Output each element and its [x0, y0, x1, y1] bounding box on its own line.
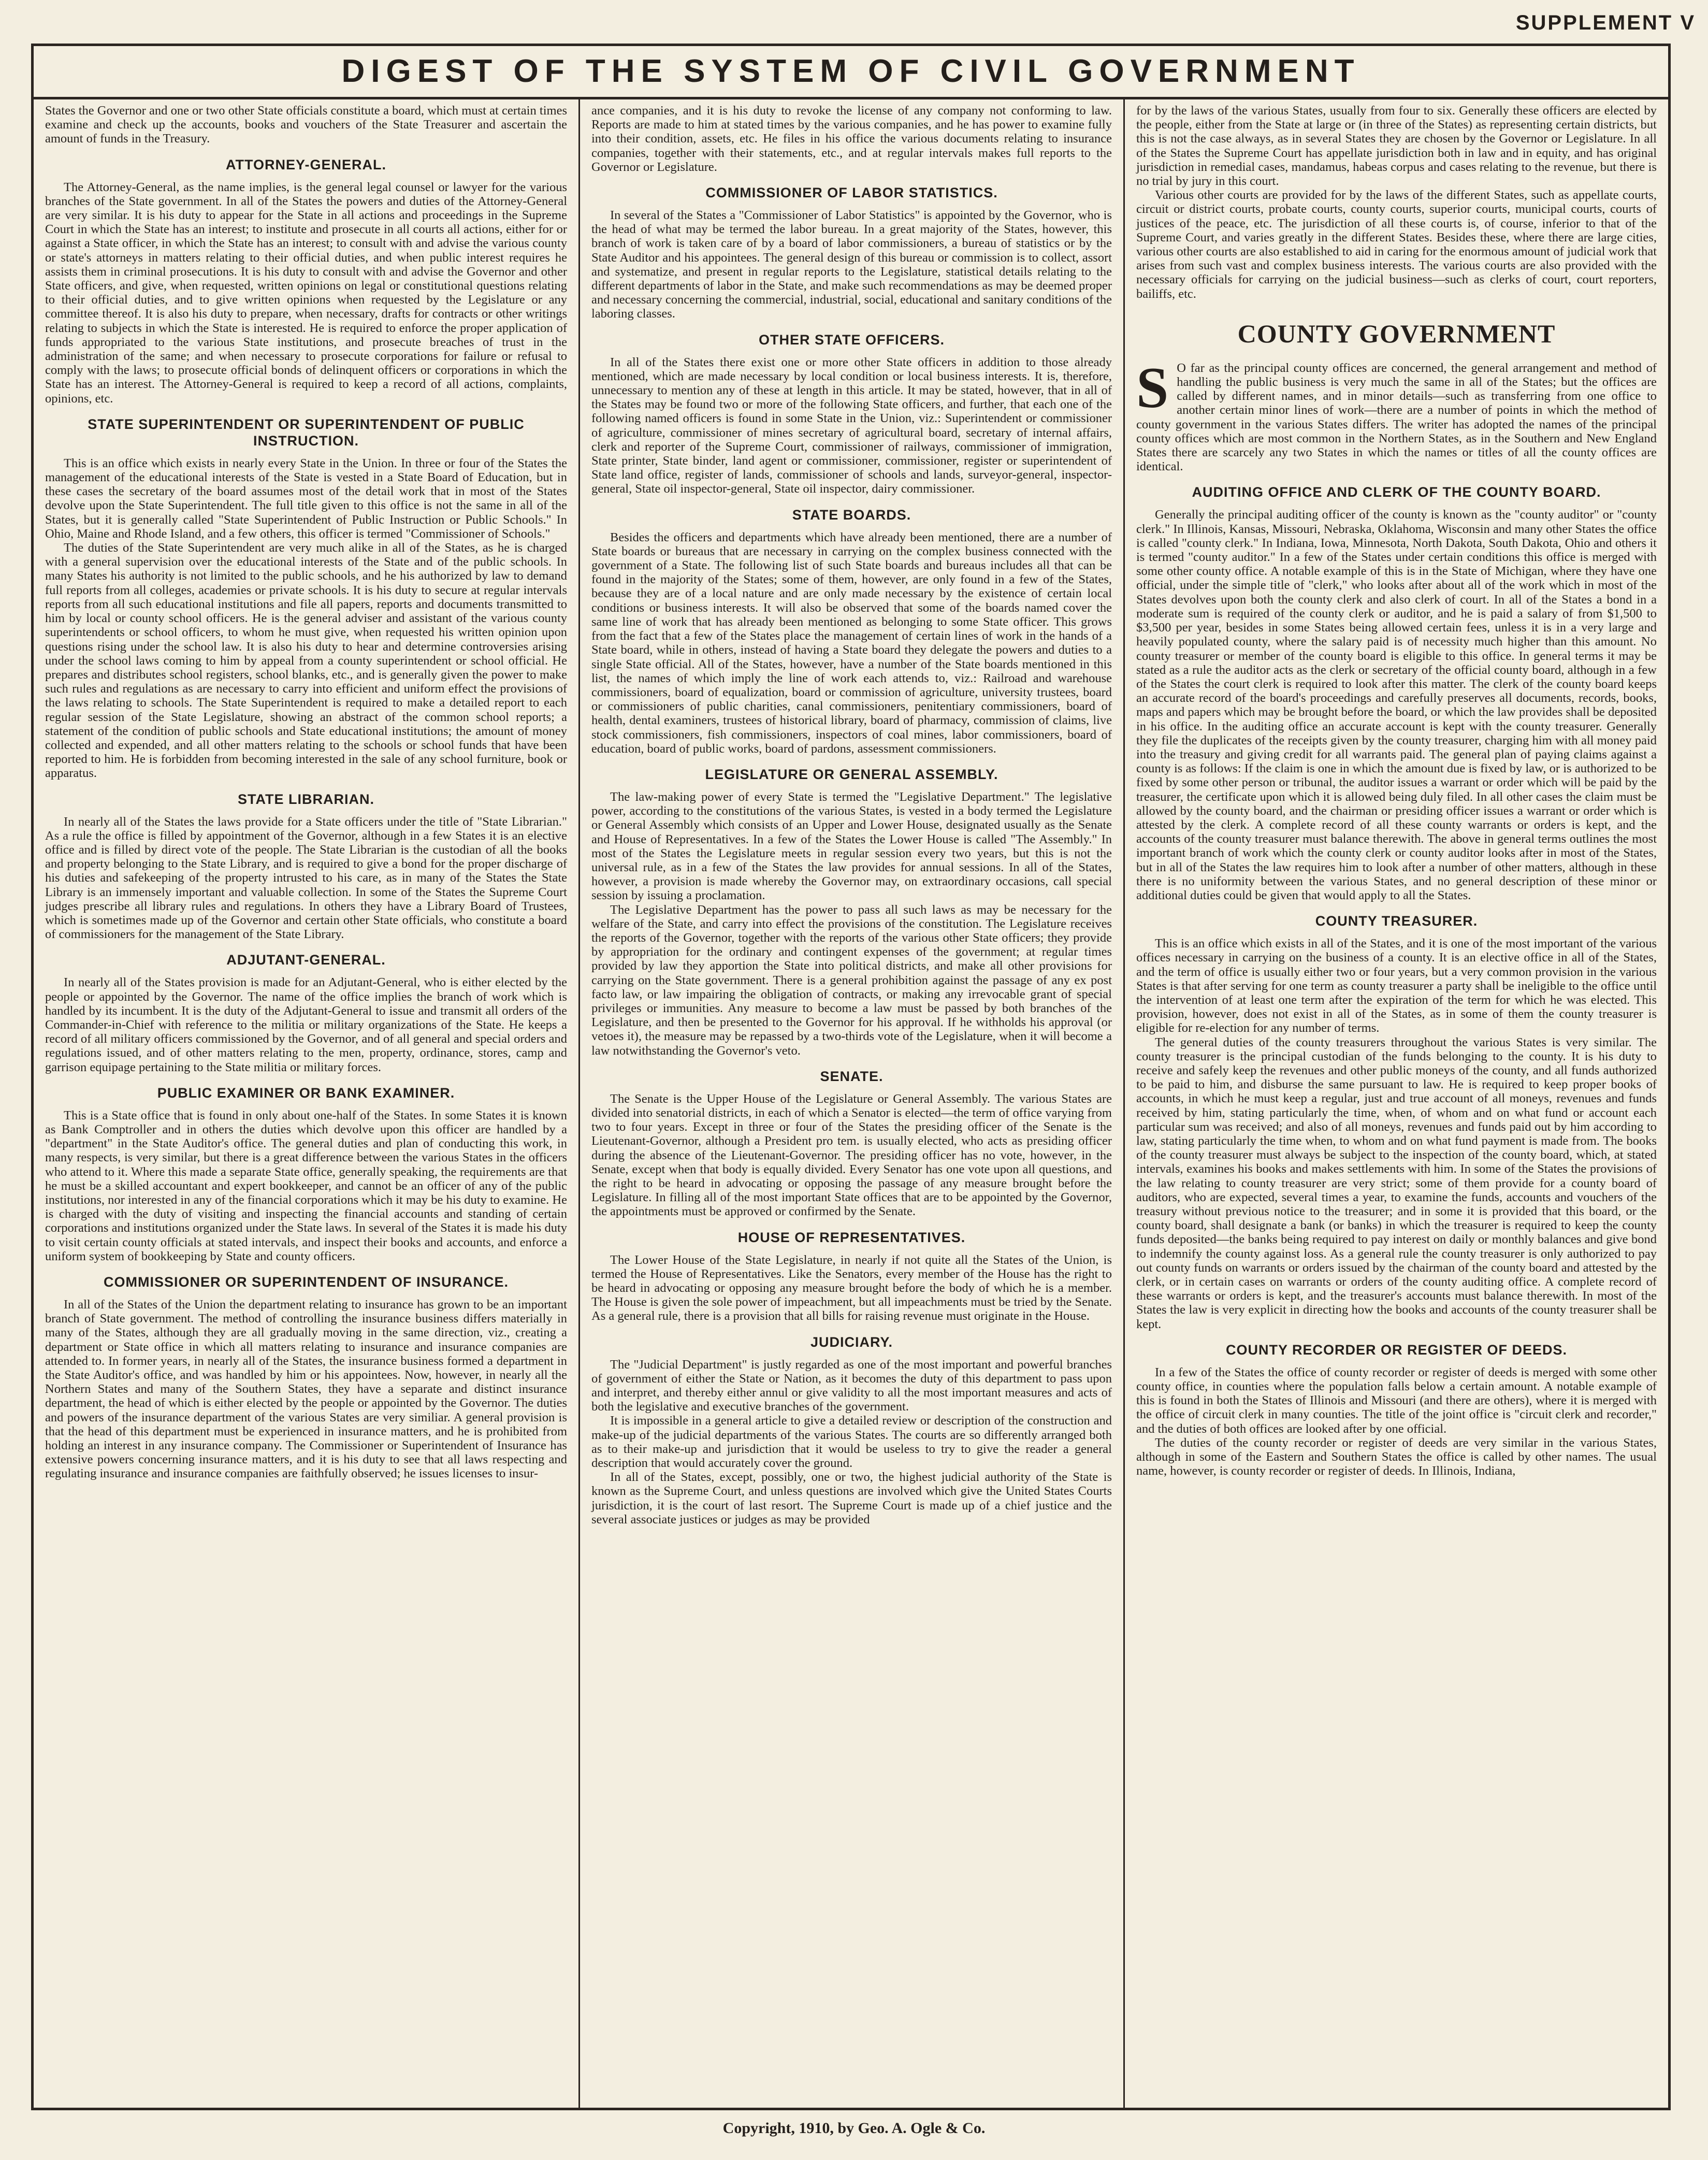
- house-text: The Lower House of the State Legislature, in nearly if not quite all the States of the Union, is termed the House of Representatives. Like the Senators, every member of the House has the right to be heard in advocating or opposing any measure brought before the body of which he is a member. The House is given the sole power of impeachment, but all impeachments must be tried by the Senate. As a general rule, there is a provision that all bills for raising revenue must originate in the House.: [591, 1252, 1112, 1323]
- judiciary-continued-text: for by the laws of the various States, usually from four to six. Generally these officers are elected by the people, either from the State at large or (in three of the States) as representing certain districts, but this is not the case always, as in several States they are chosen by the Governor or Legislature. In all of the States the Supreme Court has appellate jurisdiction both in law and in equity, and has original jurisdiction in remedial cases, mandamus, habeas corpus and cases relating to the revenue, but there is no trial by jury in this court.: [1136, 104, 1657, 189]
- supplement-label: SUPPLEMENT V: [1515, 11, 1696, 34]
- heading-state-superintendent: STATE SUPERINTENDENT OR SUPERINTENDENT OF PUBLIC INSTRUCTION.: [88, 416, 525, 449]
- column-1: [34, 99, 578, 2110]
- legislature-text-1: The law-making power of every State is termed the "Legislative Department." The legislative power, according to the constitutions of the various States, is vested in a body termed the Legislature or General Assembly which consists of an Upper and Lower House, designated usually as the Senate and House of Representatives. In a few of the States the Lower House is called "The Assembly." In most of the States the Legislature meets in regular session every two years, but this is not the universal rule, as in a few of the States the law provides for annual sessions. In all of the States, however, a provision is made whereby the Governor may, on extraordinary occasions, call special session by issuing a proclamation.: [591, 789, 1112, 903]
- drop-cap: S: [1136, 355, 1169, 420]
- superintendent-text-2: The duties of the State Superintendent are very much alike in all of the States, as he is charged with a general supervision over the educational interests of the State and of the public schools. In many States his authority is not limited to the public schools, and he his authorized by law to demand full reports from all colleges, academies or private schools. It is his duty to secure at regular intervals reports from all such educational institutions and file all papers, reports and documents transmitted to him by local or county school officers. He is the general adviser and assistant of the various county superintendents or school officers, to whom he must give, when requested his written opinion upon questions rising under the school law. It is also his duty to hear and determine controversies arising under the school laws coming to him by appeal from a county superintendent or school official. He prepares and distributes school registers, school blanks, etc., and is generally given the power to make such rules and regulations as are necessary to carry into efficient and uniform effect the provisions of the laws relating to schools. The State Superintendent is required to make a detailed report to each regular session of the State Legislature, showing an abstract of the common school reports; a statement of the condition of public schools and State educational institutions; the amount of money collected and expended, and all other matters relating to the schools or school funds that have been reported to him. He is forbidden from becoming interested in the sale of any school furniture, book or apparatus.: [45, 541, 567, 781]
- county-government-body: O far as the principal county offices are concerned, the general arrangement and method of handling the public business is very much the same in all of the States; but the offices are called by different names, and in minor details—such as transferring from one office to another certain minor lines of work—there are a number of points in which the method of county government in the various States differs. The writer has adopted the names of the principal county offices which are most common in the Northern States, as in the Southern and New England States there are scarcely any two States in which the names or titles of all the county offices are identical.: [1136, 361, 1657, 474]
- recorder-text-2: The duties of the county recorder or register of deeds are very similar in the various States, although in some of the Eastern and Southern States the office is called by other names. The usual name, however, is county recorder or register of deeds. In Illinois, Indiana,: [1136, 1435, 1657, 1478]
- county-government-text: [1136, 355, 1657, 474]
- superintendent-text-1: This is an office which exists in nearly every State in the Union. In three or four of the States the management of the educational interests of the State is vested in a State Board of Education, but in these cases the secretary of the board assumes most of the detail work that in most of the States devolve upon the State Superintendent. The full title given to this office is not the same in all of the States, but it is generally called "State Superintendent of Public Instruction or Public Schools." In Ohio, Maine and Rhode Island, and a few others, this officer is termed "Commissioner of Schools.": [45, 456, 567, 541]
- attorney-general-text: The Attorney-General, as the name implies, is the general legal counsel or lawyer for the various branches of the State government. In all of the States the powers and duties of the Attorney-General are very similar. It is his duty to appear for the State in all actions and proceedings in the Supreme Court in which the State has an interest; to institute and prosecute in all courts all actions, either for or against a State officer, in which the State has an interest; to consult with and advise the various county or state's attorneys in matters relating to their official duties, and when public interest requires he assists them in criminal prosecutions. It is his duty to consult with and advise the Governor and other State officers, and give, when requested, written opinions on legal or constitutional questions relating to their official duties, and to give written opinions when requested by the Legislature or any committee thereof. It is also his duty to prepare, when necessary, drafts for contracts or other writings relating to subjects in which the State is interested. He is required to enforce the proper application of funds appropriated to the various State institutions, and prosecute breaches of trust in the administration of the same; and when necessary to prosecute corporations for failure or refusal to comply with the laws; to prosecute official bonds of delinquent officers or corporations in which the State has an interest. The Attorney-General is required to keep a record of all actions, complaints, opinions, etc.: [45, 180, 567, 406]
- insurance-text: In all of the States of the Union the department relating to insurance has grown to be an important branch of State government. The method of controlling the insurance business differs materially in many of the States, although they are all gradually moving in the same direction, viz., creating a department or State office in which all matters relating to insurance and insurance companies are attended to. In former years, in nearly all of the States, the insurance business formed a department in the State Auditor's office, and was handled by him or his appointees. Now, however, in nearly all the Northern States and many of the Southern States, they have a separate and distinct insurance department, the head of which is either elected by the people or appointed by the Governor. The duties and powers of the insurance department of the various States are very similiar. A general provision is that the head of this department must be experienced in insurance matters, and he is prohibited from holding an interest in any insurance company. The Commissioner or Superintendent of Insurance has extensive powers concerning insurance matters, and it is his duty to see that all laws respecting and regulating insurance and insurance companies are faithfully observed; he issues licenses to insur-: [45, 1298, 567, 1481]
- adjutant-text: In nearly all of the States provision is made for an Adjutant-General, who is either elected by the people or appointed by the Governor. The name of the office implies the branch of work which is handled by its incumbent. It is the duty of the Adjutant-General to issue and transmit all orders of the Commander-in-Chief with reference to the militia or military organizations of the State. He keeps a record of all military officers commissioned by the Governor, and of all general and special orders and regulations issued, and of other matters relating to the men, property, ordinance, stores, camp and garrison equipage pertaining to the State militia or military forces.: [45, 975, 567, 1074]
- heading-adjutant-general: ADJUTANT-GENERAL.: [226, 952, 386, 968]
- heading-public-examiner: PUBLIC EXAMINER OR BANK EXAMINER.: [157, 1085, 455, 1101]
- labor-text: In several of the States a "Commissioner of Labor Statistics" is appointed by the Governor, who is the head of what may be termed the labor bureau. In a great majority of the States, however, this branch of work is taken care of by a board of labor commissioners, a bureau of statistics or by the State Auditor and his appointees. The general design of this bureau or commission is to collect, assort and systematize, and present in regular reports to the Legislature, statistical details relating to the different departments of labor in the State, and make such recommendations as may be deemed proper and necessary concerning the commercial, industrial, social, educational and sanitary conditions of the laboring classes.: [591, 208, 1112, 321]
- heading-county-recorder: COUNTY RECORDER OR REGISTER OF DEEDS.: [1225, 1342, 1568, 1358]
- treasurer-text-1: This is an office which exists in all of the States, and it is one of the most important of the various offices necessary in carrying on the business of a county. It is an elective office in all of the States, and the term of office is usually either two or four years, but a very common provision in the various States is that after serving for one term as county treasurer a party shall be ineligible to the office until the intervention of at least one term after the expiration of the term for which he was elected. This provision, however, does not exist in all of the States, as in some of them the county treasurer is eligible for re-election for any number of terms.: [1136, 937, 1657, 1035]
- page-title: DIGEST OF THE SYSTEM OF CIVIL GOVERNMENT: [34, 46, 1668, 99]
- legislature-text-2: The Legislative Department has the power to pass all such laws as may be necessary for the welfare of the State, and carry into effect the provisions of the constitution. The Legislature receives the reports of the Governor, together with the reports of the various other State officers; they provide by appropriation for the ordinary and contingent expenses of the government; at regular times provided by law they apportion the State into political districts, and make all other provisions for carrying on the State government. There is a general prohibition against the passage of any ex post facto law, or law impairing the obligation of contracts, or making any irrevocable grant of special privileges or immunities. Any measure to become a law must be passed by both branches of the Legislature, and then be presented to the Governor for his approval. If he withholds his approval (or vetoes it), the measure may be repassed by a two-thirds vote of the Legislature, when it will become a law notwithstanding the Governor's veto.: [591, 902, 1112, 1058]
- heading-county-treasurer: COUNTY TREASURER.: [1315, 913, 1478, 929]
- heading-attorney-general: ATTORNEY-GENERAL.: [225, 156, 387, 172]
- heading-house: HOUSE OF REPRESENTATIVES.: [737, 1229, 966, 1245]
- heading-other-officers: OTHER STATE OFFICERS.: [758, 332, 945, 348]
- heading-state-librarian: STATE LIBRARIAN.: [238, 791, 374, 807]
- intro-paragraph: States the Governor and one or two other State officials constitute a board, which must at certain times examine and check up the accounts, books and vouchers of the State Treasurer and ascertain the amount of funds in the Treasury.: [45, 104, 567, 146]
- insurance-continued-text: ance companies, and it is his duty to revoke the license of any company not conforming to law. Reports are made to him at stated times by the various companies, and he has power to examine fully into their condition, assets, etc. He files in his office the various documents relating to insurance companies, together with their statements, etc., and at regular intervals makes full reports to the Governor or Legislature.: [591, 104, 1112, 174]
- page-frame: [31, 44, 1671, 2110]
- courts-text: Various other courts are provided for by the laws of the different States, such as appellate courts, circuit or district courts, probate courts, county courts, superior courts, municipal courts, courts of justices of the peace, etc. The jurisdiction of all these courts is, of course, inferior to that of the Supreme Court, and varies greatly in the different States. Besides these, where there are large cities, various other courts are also established to aid in caring for the enormous amount of judicial work that arises from such vast and complex business interests. The various courts are also provided with the necessary officials for carrying on the judicial business—such as clerks of court, court reporters, bailiffs, etc.: [1136, 188, 1657, 301]
- heading-legislature: LEGISLATURE OR GENERAL ASSEMBLY.: [705, 766, 998, 782]
- copyright-footer: Copyright, 1910, by Geo. A. Ogle & Co.: [722, 2120, 986, 2137]
- heading-labor-statistics: COMMISSIONER OF LABOR STATISTICS.: [705, 185, 998, 201]
- senate-text: The Senate is the Upper House of the Legislature or General Assembly. The various States are divided into senatorial districts, in each of which a Senator is elected—the term of office varying from two to four years. Except in three or four of the States the presiding officer of the Senate is the Lieutenant-Governor, although a President pro tem. is usually elected, who acts as presiding officer during the absence of the Lieutenant-Governor. The presiding officer has no vote, however, in the Senate, except when that body is equally divided. Every Senator has one vote upon all questions, and the right to be heard in advocating or opposing the passage of any measure brought before the Legislature. In filling all of the most important State offices that are to be appointed by the Governor, the appointments must be approved or confirmed by the Senate.: [591, 1091, 1112, 1219]
- librarian-text: In nearly all of the States the laws provide for a State officers under the title of "State Librarian." As a rule the office is filled by appointment of the Governor, although in a few States it is an elective office and is filled by direct vote of the people. The State Librarian is the custodian of all the books and property belonging to the State Library, and is required to give a bond for the proper discharge of his duties and safekeeping of the property intrusted to his care, as in many of the States the State Library is an immensely important and valuable collection. In some of the States the Supreme Court judges prescribe all library rules and regulations. In others they have a Library Board of Trustees, which is sometimes made up of the Governor and certain other State officials, who constitute a board of commissioners for the management of the State Library.: [45, 814, 567, 942]
- treasurer-text-2: The general duties of the county treasurers throughout the various States is very similar. The county treasurer is the principal custodian of the funds belonging to the county. It is his duty to receive and safely keep the revenues and other public moneys of the county, and all funds authorized to be paid to him, and disburse the same pursuant to law. He is required to keep proper books of accounts, in which he must keep a regular, just and true account of all moneys, revenues and funds received by him, stating particularly the time, when, of whom and on what fund or account each particular sum was received; and also of all moneys, revenues and funds paid out by him according to law, stating particularly the time when, to whom and on what fund payment is made from. The books of the county treasurer must always be subject to the inspection of the county board, which, at stated intervals, examines his books and makes settlements with him. In some of the States the provisions of the law relating to county treasurer are very strict; some of them provide for a county board of auditors, who are expected, several times a year, to examine the funds, accounts and vouchers of the treasury without previous notice to the treasurer; and in some it is provided that this board, or the county board, shall designate a bank (or banks) in which the treasurer is required to keep the county funds deposited—the banks being required to pay interest on daily or monthly balances and give bond to indemnify the county against loss. As a general rule the county treasurer is only authorized to pay out county funds on warrants or orders issued by the chairman of the county board and attested by the clerk, or in certain cases on warrants or orders of the county auditing office. A complete record of these warrants or orders is kept, and the treasurer's accounts must balance therewith. In most of the States the law is very explicit in directing how the books and accounts of the county treasurer shall be kept.: [1136, 1035, 1657, 1331]
- heading-auditing-office: AUDITING OFFICE AND CLERK OF THE COUNTY BOARD.: [1192, 484, 1601, 500]
- judiciary-text-3: In all of the States, except, possibly, one or two, the highest judicial authority of the State is known as the Supreme Court, and unless questions are involved which give the United States Courts jurisdiction, it is the court of last resort. The Supreme Court is made up of a chief justice and the several associate justices or judges as may be provided: [591, 1470, 1112, 1527]
- auditing-text: Generally the principal auditing officer of the county is known as the "county auditor" or "county clerk." In Illinois, Kansas, Missouri, Nebraska, Oklahoma, Wisconsin and many other States the office is called "county clerk." In Indiana, Iowa, Minnesota, North Dakota, South Dakota, Ohio and others it is termed "county auditor." In a few of the States under certain conditions this office is merged with some other county office. A notable example of this is in the State of Michigan, where they have one official, under the simple title of "clerk," who looks after about all of the work which in most of the States devolves upon both the county clerk and also clerk of court. In all of the States a bond in a moderate sum is required of the county clerk or auditor, and he is paid a salary of from $1,500 to $3,500 per year, besides in some States being allowed certain fees, unless it is in a very large and heavily populated county, where the salary paid is of necessity much higher than this amount. No county treasurer or member of the county board is eligible to this office. In general terms it may be stated as a rule the auditor acts as the clerk or secretary of the official county board, although in a few of the States the court clerk is required to look after this matter. The clerk of the county board keeps an accurate record of the board's proceedings and carefully preserves all documents, records, books, maps and papers which may be brought before the board, or which the law provides shall be deposited in his office. In the auditing office an accurate account is kept with the county treasurer. Generally they file the duplicates of the receipts given by the county treasurer, charging him with all money paid into the treasury and giving credit for all warrants paid. The general plan of paying claims against a county is as follows: If the claim is one in which the amount due is fixed by law, or is authorized to be fixed by some other person or tribunal, the auditor issues a warrant or order which will be paid by the treasurer, the certificate upon which it is allowed being duly filed. In all other cases the claim must be allowed by the county board, and the chairman or presiding officer issues a warrant or order which is attested by the clerk. A complete record of all these county warrants or orders is kept, and the accounts of the county treasurer must balance therewith. The above in general terms outlines the most important branch of work which the county clerk or county auditor looks after in most of the States, but in all of the States the law requires him to look after a number of other matters, although in these there is no uniformity between the various States, and no general description of these minor or additional duties could be given that would apply to all the States.: [1136, 508, 1657, 902]
- state-boards-text: Besides the officers and departments which have already been mentioned, there are a number of State boards or bureaus that are necessary in carrying on the complex business connected with the government of a State. The following list of such State boards and bureaus includes all that can be found in the majority of the States; some of them, however, are only found in a few of the States, because they are of a local nature and are only made necessary by the existence of certain local conditions or business interests. It will also be observed that some of the boards named cover the same line of work that has already been mentioned as belonging to some State officer. This grows from the fact that a few of the States place the management of certain lines of work in the hands of a State board, while in others, instead of having a State board they delegate the powers and duties to a single State official. All of the States, however, have a number of the State boards mentioned in this list, the names of which imply the line of work each attends to, viz.: Railroad and warehouse commissioners, board of equalization, board or commission of agriculture, university trustees, board or commissioners of public charities, canal commissioners, penitentiary commissioners, board of health, dental examiners, trustees of historical library, board of pharmacy, commission of claims, live stock commissioners, fish commissioners, inspectors of coal mines, labor commissioners, board of education, board of public works, board of pardons, assessment commissioners.: [591, 530, 1112, 756]
- examiner-text: This is a State office that is found in only about one-half of the States. In some States it is known as Bank Comptroller and in others the duties which devolve upon this officer are handled by a "department" in the State Auditor's office. The general duties and plan of conducting this work, in many respects, is very similar, but there is a great difference between the various States in the officers who attend to it. Where this made a separate State office, generally speaking, the requirements are that he must be a skilled accountant and expert bookkeeper, and cannot be an officer of any of the public institutions, nor interested in any of the financial corporations which it may be his duty to examine. He is charged with the duty of visiting and inspecting the financial accounts and standing of certain corporations and institutions organized under the State laws. In several of the States it is made his duty to visit certain county officials at stated intervals, and inspect their books and accounts, and enforce a uniform system of bookkeeping by State and county officers.: [45, 1108, 567, 1263]
- heading-county-government: COUNTY GOVERNMENT: [1237, 319, 1556, 348]
- heading-senate: SENATE.: [820, 1068, 884, 1084]
- column-3: [1123, 99, 1668, 2110]
- heading-judiciary: JUDICIARY.: [810, 1334, 893, 1350]
- judiciary-text-2: It is impossible in a general article to give a detailed review or description of the construction and make-up of the judicial departments of the various States. The courts are so differently arranged both as to their make-up and jurisdiction that it would be useless to try to give the reader a general description that would accurately cover the ground.: [591, 1414, 1112, 1471]
- heading-state-boards: STATE BOARDS.: [792, 507, 911, 523]
- heading-insurance: COMMISSIONER OR SUPERINTENDENT OF INSURANCE.: [103, 1274, 509, 1290]
- column-2: [578, 99, 1123, 2110]
- recorder-text-1: In a few of the States the office of county recorder or register of deeds is merged with some other county office, in counties where the population falls below a certain amount. A notable example of this is found in both the States of Illinois and Missouri (and there are others), where it is merged with the office of circuit clerk in many counties. The title of the joint office is "circuit clerk and recorder," and the duties of both offices are looked after by one official.: [1136, 1365, 1657, 1436]
- other-officers-text: In all of the States there exist one or more other State officers in addition to those already mentioned, which are made necessary by local condition or local business interests. It is, therefore, unnecessary to mention any of these at length in this article. It may be stated, however, that in all of the States may be found two or more of the following State officers, and further, that each one of the following named officers is found in some State in the Union, viz.: Superintendent or commissioner of agriculture, commissioner of mines secretary of agricultural board, secretary of internal affairs, clerk and reporter of the Supreme Court, commissioner of railways, commissioner of immigration, State printer, State binder, land agent or commissioner, commissioner, register or superintendent of State land office, register of lands, commissioner of schools and lands, surveyor-general, inspector-general, State oil inspector-general, State oil inspector, dairy commissioner.: [591, 355, 1112, 496]
- judiciary-text-1: The "Judicial Department" is justly regarded as one of the most important and powerful branches of government of either the State or Nation, as it becomes the duty of this department to pass upon and interpret, and thereby either annul or give validity to all the most important measures and acts of both the legislative and executive branches of the government.: [591, 1357, 1112, 1414]
- columns: [34, 99, 1668, 2110]
